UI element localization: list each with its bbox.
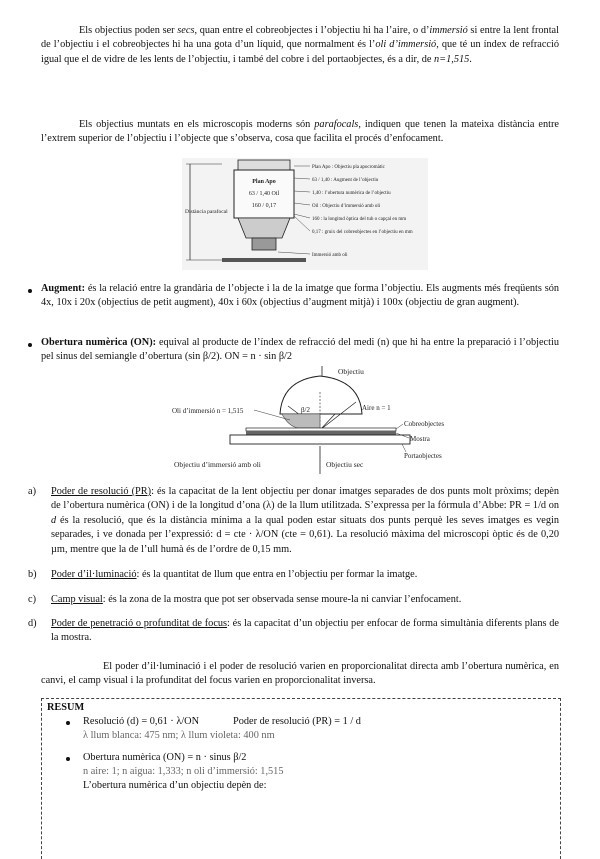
label-angle: β/2	[301, 406, 311, 414]
mostra-layer	[246, 431, 396, 435]
bullet-dot	[66, 721, 70, 725]
legend-item: 160 : la longitud òptica del tub o capçal en mm	[312, 217, 407, 222]
resum-formula-poder: Poder de resolució (PR) = 1 / d	[233, 716, 361, 727]
barrel-line-2: 63 / 1,40 Oil	[248, 191, 280, 197]
label-mostra: Mostra	[410, 435, 430, 443]
legend-item: Plan Apo : Objectiu pla apocromàtic	[312, 165, 385, 170]
item-poder-illuminacio: Poder d’il·luminació: és la quantitat de llum que entra en l’objectiu per formar la imatge.	[51, 569, 418, 580]
resum-title: RESUM	[47, 702, 85, 713]
term-poder-resolucio: Poder de resolució (PR)	[51, 486, 152, 497]
label-portaobjectes: Portaobjectes	[404, 452, 442, 460]
figure-objective-lens	[182, 158, 428, 270]
label-aire: Aire n = 1	[362, 404, 391, 412]
term-parafocals: parafocals	[314, 119, 359, 130]
barrel-line-1: Plan Apo	[252, 179, 276, 185]
resum-formula-on: Obertura numèrica (ON) = n · sinus β/2	[83, 752, 247, 763]
list-marker: b)	[28, 569, 37, 580]
resum-depen: L’obertura numèrica d’un objectiu depèn de:	[83, 780, 267, 791]
paragraph-objectius-secs: Els objectius poden ser secs, quan entre el cobreobjectes i l’objectiu hi ha l’aire, o d’immersió si entre la lent frontal de l’objectiu i el cobreobjectes hi ha una gota d’un líquid, que normalment és l’oli d’immersió, que té un índex de refracció igual que el de vidre de les lents de l’objectiu, i també del cobre i del portaobjectes, és a dir, de n=1,515.	[41, 25, 559, 65]
term-augment: Augment:	[41, 283, 86, 294]
label-objectiu: Objectiu	[338, 367, 364, 376]
bullet-dot	[66, 757, 70, 761]
list-marker: d)	[28, 618, 37, 629]
caption-sec: Objectiu sec	[326, 460, 364, 469]
item-poder-resolucio: Poder de resolució (PR): és la capacitat de la lent objectiu per donar imatges separades de dos punts molt pròxims; depèn de l’obertura numèrica (ON) i de la longitud d’ona (λ) de la llum utilitzada. S’expressa per la fórmula d’Abbe: PR = 1/d on d és la resolució, que és la distància mínima a la qual poden estar situats dos punts perquè les seves imatges es vegin separades, i ve donada per l’expressió: d = cte · λ/ON (cte = 0,61). La resolució màxima del microscopi òptic és de 0,20 µm, mentre que la de l’ull humà és de l’ordre de 0,15 mm.	[51, 486, 559, 555]
figure-immersion-vs-dry	[170, 366, 460, 478]
caption-immersio: Objectiu d’immersió amb oli	[174, 460, 261, 469]
term-obertura-numerica: Obertura numèrica (ON):	[41, 337, 157, 348]
refractive-index: n=1,515	[434, 53, 470, 65]
paragraph-closing: El poder d’il·luminació i el poder de resolució varien en proporcionalitat directa amb l’obertura numèrica, en canvi, el camp visual i la profunditat del focus varien en proporcionalitat inversa.	[41, 661, 559, 687]
term-oli-immersio: oli d’immersió	[375, 39, 437, 51]
list-marker: a)	[28, 486, 36, 497]
legend-item: Oil : Objectiu d’immersió amb oli	[312, 204, 381, 209]
legend-item: 1,40 : l’obertura numèrica de l’objectiu	[312, 191, 391, 196]
label-cobreobjectes: Cobreobjectes	[404, 420, 445, 428]
oil-drop	[282, 414, 320, 428]
bullet-obertura-numerica: Obertura numèrica (ON): equival al producte de l’índex de refracció del medi (n) que hi ha entre la preparació i l’objectiu pel sinus del semiangle d’obertura (sin β/2). ON = n · sin β/2	[41, 337, 559, 363]
objective-outline	[280, 376, 362, 414]
term-poder-penetracio: Poder de penetració o profunditat de focus	[51, 618, 228, 629]
resum-lambda: λ llum blanca: 475 nm; λ llum violeta: 400 nm	[83, 730, 275, 741]
resum-formula-resolucio: Resolució (d) = 0,61 · λ/ON	[83, 716, 200, 727]
cobreobjectes-layer	[246, 428, 396, 431]
barrel-thread	[238, 160, 290, 170]
list-marker: c)	[28, 594, 36, 605]
bullet-augment: Augment: és la relació entre la grandària de l’objecte i la de la imatge que forma l’objectiu. Els augments més freqüents són 4x, 10x i 20x (objectius de petit augment), 40x i 60x (objectius d’augment mitjà) i 100x (objectiu de gran augment).	[41, 283, 559, 309]
legend-item: 63 / 1,40 : Augment de l’objectiu	[312, 178, 379, 183]
parafocal-label: Distància parafocal	[185, 209, 228, 215]
term-camp-visual: Camp visual	[51, 594, 103, 605]
term-secs: secs	[177, 25, 195, 36]
portaobjectes-layer	[230, 435, 410, 444]
front-lens	[252, 238, 276, 250]
bullet-dot	[28, 289, 32, 293]
item-poder-penetracio: Poder de penetració o profunditat de focus: és la capacitat d’un objectiu per enfocar de forma simultània diferents plans de la mostra.	[51, 618, 559, 644]
term-immersio: immersió	[429, 25, 468, 36]
paragraph-parafocals: Els objectius muntats en els microscopis moderns són parafocals, indiquen que tenen la mateixa distància entre l’extrem superior de l’objectiu i l’objecte que s’observa, cosa que facilita el procés d’enfocament.	[41, 119, 559, 145]
bullet-dot	[28, 343, 32, 347]
barrel-line-3: 160 / 0,17	[251, 203, 277, 209]
legend-item: 0,17 : gruix del cobreobjectes en l’objectiu en mm	[312, 230, 413, 235]
term-poder-illuminacio: Poder d’il·luminació	[51, 569, 137, 580]
slide	[222, 258, 306, 262]
resum-indices: n aire: 1; n aigua: 1,333; n oli d’immersió: 1,515	[83, 766, 284, 777]
label-oli-immersio: Oli d’immersió n = 1,515	[172, 407, 244, 415]
barrel-cone	[238, 218, 290, 238]
label-immersio-oli: Immersió amb oli	[312, 253, 348, 258]
item-camp-visual: Camp visual: és la zona de la mostra que pot ser observada sense moure-la ni canviar l’enfocament.	[51, 594, 462, 605]
